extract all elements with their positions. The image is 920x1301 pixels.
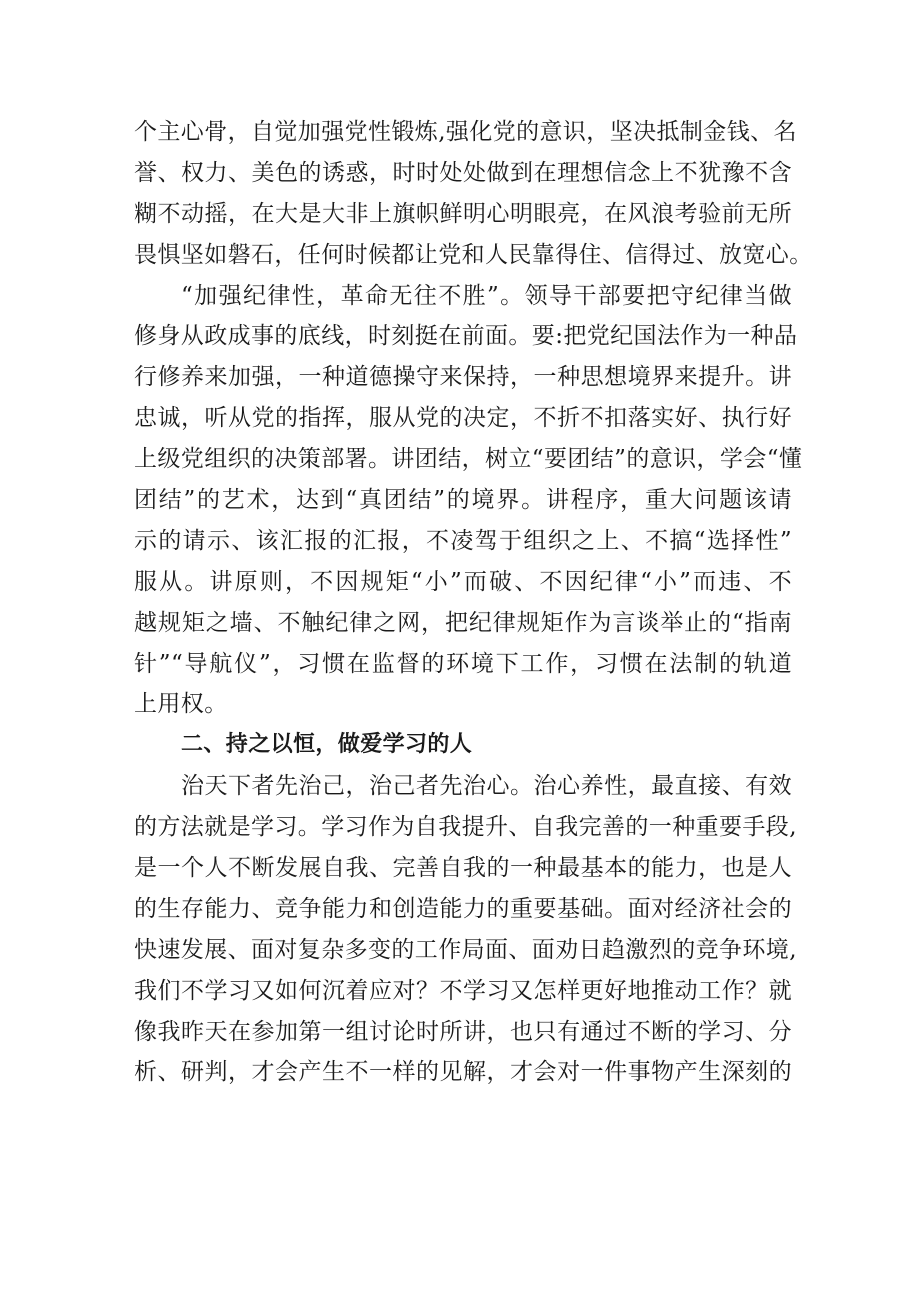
text-line: 上级党组织的决策部署。讲团结，树立“要团结”的意识，学会“懂 bbox=[134, 446, 803, 473]
text-line: 像我昨天在参加第一组讨论时所讲，也只有通过不断的学习、分 bbox=[134, 1018, 792, 1045]
text-line: 的方法就是学习。学习作为自我提升、自我完善的一种重要手段, bbox=[134, 814, 797, 841]
paragraph-2 bbox=[134, 276, 803, 726]
text-line: 析、研判，才会产生不一样的见解，才会对一件事物产生深刻的 bbox=[134, 1059, 792, 1086]
text-line: 团结”的艺术，达到“真团结”的境界。讲程序，重大问题该请 bbox=[134, 487, 792, 514]
text-line: 行修养来加强，一种道德操守来保持，一种思想境界来提升。讲 bbox=[134, 364, 792, 391]
text-line: 修身从政成事的底线，时刻挺在前面。要:把党纪国法作为一种品 bbox=[134, 323, 798, 350]
text-line: 快速发展、面对复杂多变的工作局面、面劝日趋激烈的竞争环境, bbox=[134, 936, 797, 963]
text-line: 我们不学习又如何沉着应对？不学习又怎样更好地推动工作？就 bbox=[134, 977, 792, 1004]
text-line: 畏惧坚如磐石，任何时候都让党和人民靠得住、信得过、放宽心。 bbox=[134, 241, 813, 268]
text-line: 是一个人不断发展自我、完善自我的一种最基本的能力，也是人 bbox=[134, 855, 792, 882]
text-line: 糊不动摇，在大是大非上旗帜鲜明心明眼亮，在风浪考验前无所 bbox=[134, 200, 792, 227]
paragraph-1 bbox=[134, 112, 813, 276]
text-line: 的生存能力、竞争能力和创造能力的重要基础。面对经济社会的 bbox=[134, 895, 792, 922]
text-line: 服从。讲原则，不因规矩“小”而破、不因纪律“小”而违、不 bbox=[134, 568, 792, 595]
text-line: 越规矩之墙、不触纪律之网，把纪律规矩作为言谈举止的“指南 bbox=[134, 609, 792, 636]
text-line: 誉、权力、美色的诱惑，时时处处做到在理想信念上不犹豫不含 bbox=[134, 159, 792, 186]
text-line: 治天下者先治己，治己者先治心。治心养性，最直接、有效 bbox=[181, 773, 792, 800]
text-line: 示的请示、该汇报的汇报，不凌驾于组织之上、不搞“选择性” bbox=[134, 527, 792, 554]
text-line: “加强纪律性，革命无往不胜”。领导干部要把守纪律当做 bbox=[181, 282, 792, 309]
text-line: 上用权。 bbox=[134, 691, 228, 718]
text-line: 针”“导航仪”，习惯在监督的环境下工作，习惯在法制的轨道 bbox=[134, 650, 792, 677]
document-page bbox=[134, 112, 813, 1093]
text-line: 个主心骨，自觉加强党性锻炼,强化党的意识，坚决抵制金钱、名 bbox=[134, 119, 797, 145]
text-line: 忠诚，听从党的指挥，服从党的决定，不折不扣落实好、执行好 bbox=[134, 405, 792, 432]
section-heading: 二、持之以恒，做爱学习的人 bbox=[181, 732, 473, 758]
paragraph-3 bbox=[134, 766, 797, 1093]
